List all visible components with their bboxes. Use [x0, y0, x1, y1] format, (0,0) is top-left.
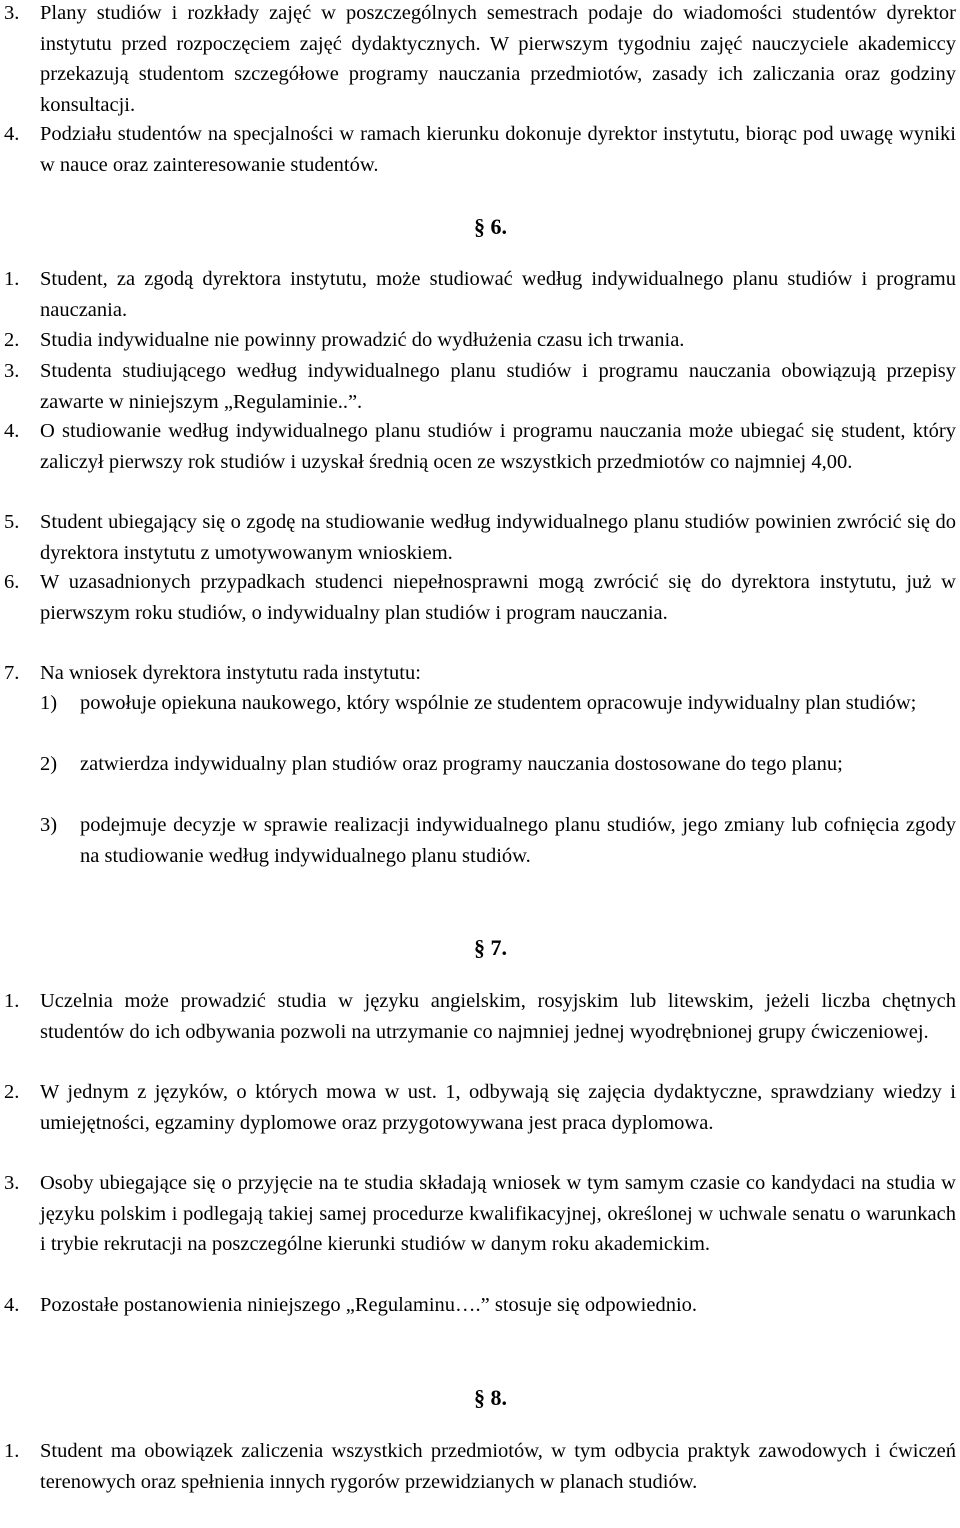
- item-text: Student ma obowiązek zaliczenia wszystkich przedmiotów, w tym odbycia praktyk zawodowych i ćwiczeń terenowych oraz spełnienia innych rygorów przewidzianych w planach studiów.: [40, 1440, 956, 1493]
- list-item: [4, 658, 956, 689]
- item-number: 2.: [4, 1081, 20, 1103]
- sub-item-text: powołuje opiekuna naukowego, który wspólnie ze studentem opracowuje indywidualny plan studiów;: [80, 692, 917, 714]
- list-item: [4, 1436, 956, 1497]
- item-text: Na wniosek dyrektora instytutu rada instytutu:: [40, 662, 421, 684]
- list-item: [4, 325, 956, 356]
- list-item: [4, 986, 956, 1047]
- item-text: Uczelnia może prowadzić studia w języku angielskim, rosyjskim lub litewskim, jeżeli liczba chętnych studentów do ich odbywania pozwoli na utrzymanie co najmniej jednej wyodrębnionej grupy ćwiczeniowej.: [40, 990, 956, 1043]
- section-heading-8: § 8.: [474, 1385, 507, 1410]
- sub-list-item: [40, 688, 956, 719]
- item-text: O studiowanie według indywidualnego planu studiów i programu nauczania może ubiegać się student, który zaliczył pierwszy rok studiów i uzyskał średnią ocen ze wszystkich przedmiotów co najmniej 4,00.: [40, 420, 956, 473]
- item-number: 1.: [4, 268, 20, 290]
- paragraph-number: 3.: [4, 2, 20, 24]
- item-number: 1.: [4, 990, 20, 1012]
- list-item: [4, 356, 956, 417]
- list-item: [4, 1168, 956, 1260]
- list-item: [4, 416, 956, 477]
- list-item: [4, 1290, 956, 1321]
- section-heading-6: § 6.: [474, 214, 507, 239]
- item-text: Student, za zgodą dyrektora instytutu, może studiować według indywidualnego planu studiów i programu nauczania.: [40, 268, 956, 321]
- paragraph-text: Plany studiów i rozkłady zajęć w poszczególnych semestrach podaje do wiadomości studentów dyrektor instytutu przed rozpoczęciem zajęć dydaktycznych. W pierwszym tygodniu zajęć nauczyciele akademiccy przekazują studentom szczegółowe programy nauczania przedmiotów, zasady ich zaliczania oraz godziny konsultacji.: [40, 2, 956, 116]
- item-number: 2.: [4, 329, 20, 351]
- item-text: W uzasadnionych przypadkach studenci niepełnosprawni mogą zwrócić się do dyrektora instytutu, już w pierwszym roku studiów, o indywidualny plan studiów i program nauczania.: [40, 571, 956, 624]
- sub-item-number: 1): [40, 692, 58, 714]
- sub-item-number: 3): [40, 814, 58, 836]
- list-item: [4, 507, 956, 568]
- item-number: 6.: [4, 571, 20, 593]
- paragraph-text: Podziału studentów na specjalności w ramach kierunku dokonuje dyrektor instytutu, biorąc pod uwagę wyniki w nauce oraz zainteresowanie studentów.: [40, 123, 956, 176]
- item-number: 1.: [4, 1440, 20, 1462]
- item-number: 3.: [4, 360, 20, 382]
- sub-item-number: 2): [40, 753, 58, 775]
- sub-list-item: [40, 810, 956, 871]
- paragraph-number: 4.: [4, 123, 20, 145]
- sub-list-item: [40, 749, 956, 780]
- item-text: Studenta studiującego według indywidualnego planu studiów i programu nauczania obowiązują przepisy zawarte w niniejszym „Regulaminie..”.: [40, 360, 956, 413]
- section-heading-7: § 7.: [474, 935, 507, 960]
- list-item: [4, 264, 956, 325]
- item-number: 3.: [4, 1172, 20, 1194]
- sub-item-text: zatwierdza indywidualny plan studiów oraz programy nauczania dostosowane do tego planu;: [80, 753, 843, 775]
- item-number: 7.: [4, 662, 20, 684]
- item-number: 5.: [4, 511, 20, 533]
- item-text: Pozostałe postanowienia niniejszego „Regulaminu….” stosuje się odpowiednio.: [40, 1294, 698, 1316]
- item-number: 4.: [4, 1294, 20, 1316]
- item-text: Studia indywidualne nie powinny prowadzić do wydłużenia czasu ich trwania.: [40, 329, 685, 351]
- list-item: [4, 1077, 956, 1138]
- paragraph-4: [4, 119, 956, 180]
- paragraph-3: [4, 0, 956, 120]
- item-number: 4.: [4, 420, 20, 442]
- item-text: Osoby ubiegające się o przyjęcie na te studia składają wniosek w tym samym czasie co kandydaci na studia w języku polskim i podlegają takiej samej procedurze kwalifikacyjnej, określonej w uchwale senatu o warunkach i trybie rekrutacji na poszczególne kierunki studiów w danym roku akademickim.: [40, 1172, 956, 1255]
- sub-item-text: podejmuje decyzje w sprawie realizacji indywidualnego planu studiów, jego zmiany lub cofnięcia zgody na studiowanie według indywidualnego planu studiów.: [80, 814, 956, 867]
- item-text: Student ubiegający się o zgodę na studiowanie według indywidualnego planu studiów powinien zwrócić się do dyrektora instytutu z umotywowanym wnioskiem.: [40, 511, 956, 564]
- item-text: W jednym z języków, o których mowa w ust. 1, odbywają się zajęcia dydaktyczne, sprawdziany wiedzy i umiejętności, egzaminy dyplomowe oraz przygotowywana jest praca dyplomowa.: [40, 1081, 956, 1134]
- list-item: [4, 567, 956, 628]
